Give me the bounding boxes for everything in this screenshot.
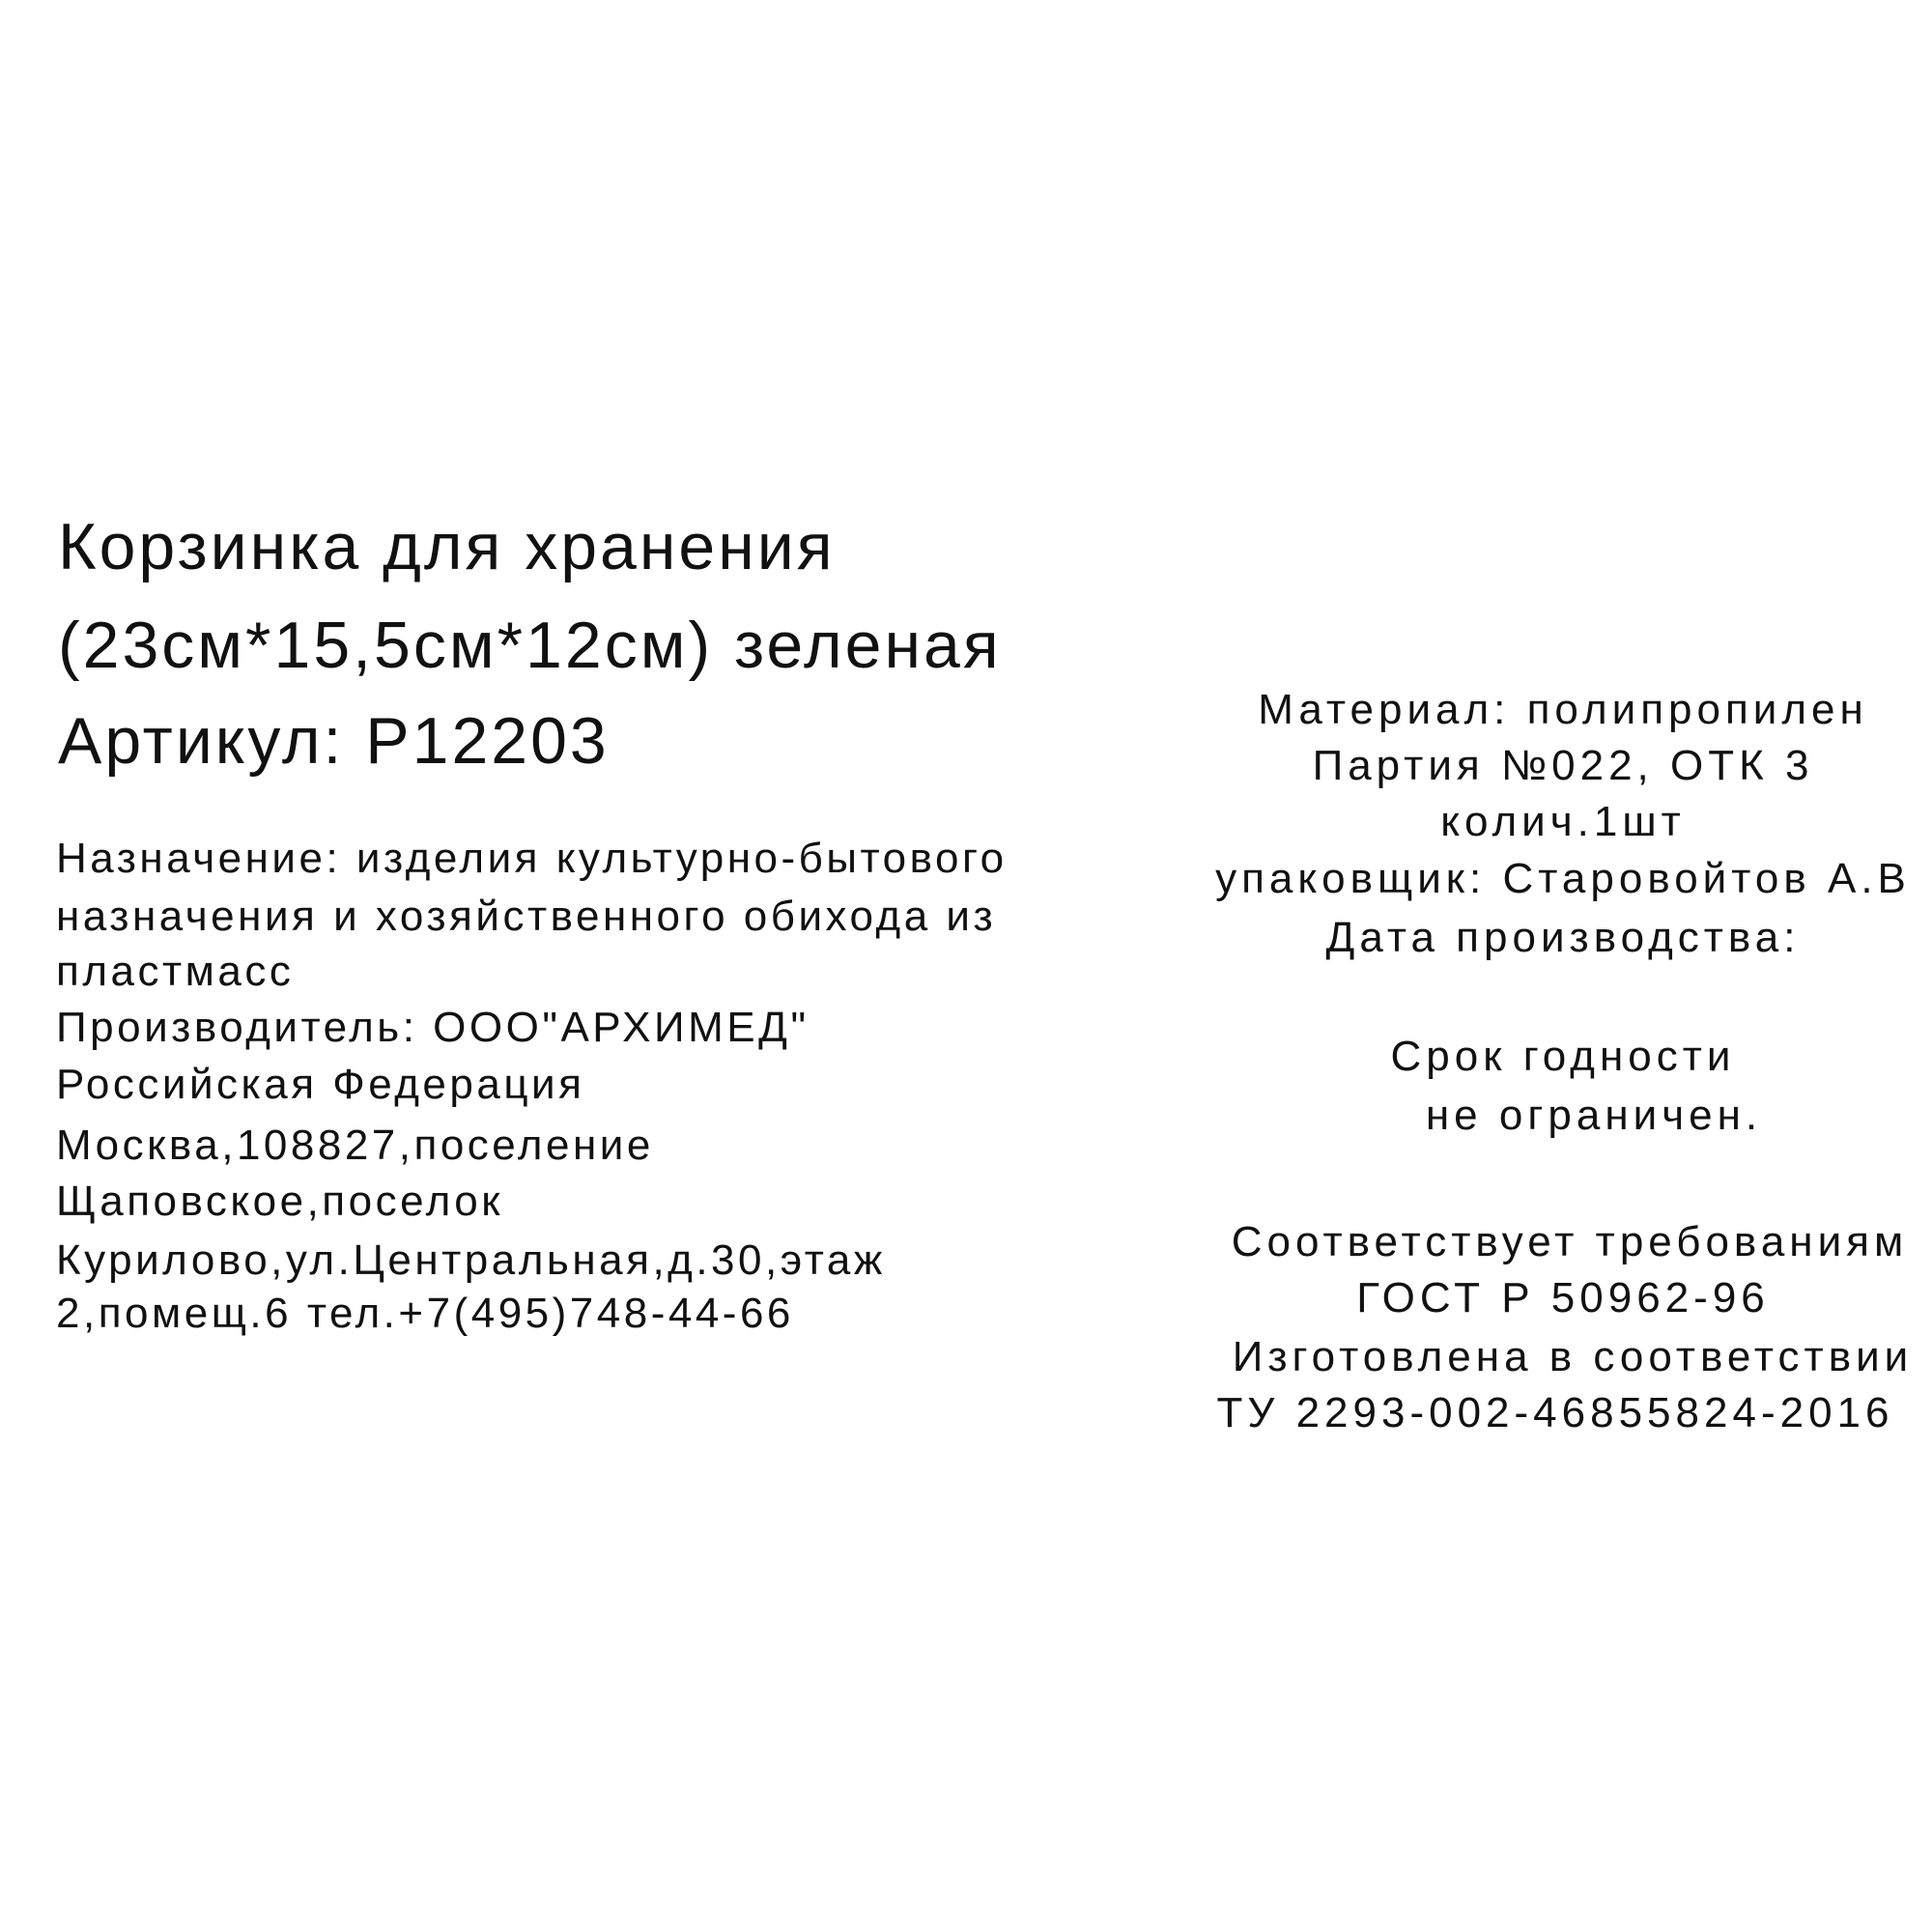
production-date: Дата производства: [1325, 914, 1801, 961]
shelf-life-line-2: не ограничен. [1425, 1092, 1763, 1139]
address-line-1: Москва,108827,поселение [56, 1122, 654, 1169]
country: Российская Федерация [56, 1061, 585, 1108]
packer: упаковщик: Старовойтов А.В [1215, 855, 1911, 902]
product-title-line-2: (23см*15,5см*12см) зеленая [58, 609, 1002, 682]
article-number: Артикул: P12203 [58, 704, 610, 778]
purpose-line-3: пластмасс [56, 948, 295, 995]
material: Материал: полипропилен [1258, 686, 1868, 733]
gost-standard: ГОСТ Р 50962-96 [1356, 1274, 1770, 1321]
address-line-4: 2,помещ.6 тел.+7(495)748-44-66 [56, 1290, 794, 1337]
tu-standard: ТУ 2293-002-46855824-2016 [1216, 1389, 1894, 1436]
compliance-line-2: Изготовлена в соответствии [1232, 1333, 1914, 1380]
purpose-line-2: назначения и хозяйственного обихода из [56, 893, 997, 940]
address-line-2: Щаповское,поселок [56, 1178, 503, 1225]
batch: Партия №022, ОТК 3 [1312, 742, 1814, 789]
product-title-line-1: Корзинка для хранения [58, 510, 836, 583]
compliance-line-1: Соответствует требованиям [1231, 1218, 1909, 1265]
address-line-3: Курилово,ул.Центральная,д.30,этаж [56, 1236, 886, 1284]
shelf-life-line-1: Срок годности [1390, 1033, 1736, 1080]
quantity: колич.1шт [1440, 798, 1686, 845]
manufacturer: Производитель: ООО"АРХИМЕД" [56, 1004, 810, 1051]
purpose-line-1: Назначение: изделия культурно-бытового [56, 835, 1008, 882]
